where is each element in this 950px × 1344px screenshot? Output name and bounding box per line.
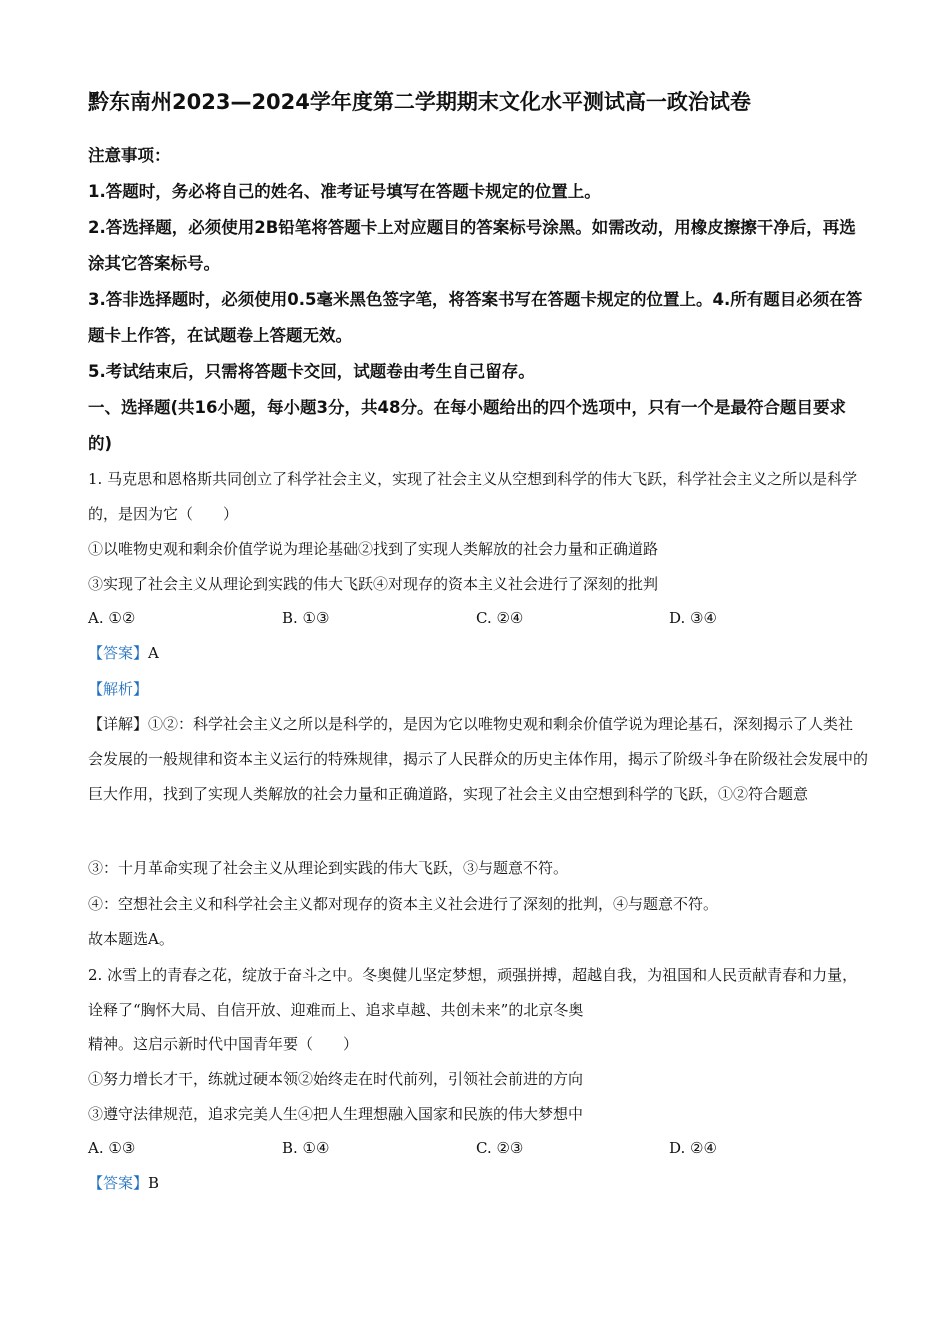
q2-stem-end: 精神。这启示新时代中国青年要（ ） [88, 1035, 359, 1053]
q2-options [88, 1131, 788, 1166]
q1-analysis [88, 672, 868, 707]
q1-detail-4: ④：空想社会主义和科学社会主义都对现存的资本主义社会进行了深刻的批判，④与题意不符。 [88, 895, 719, 913]
q2-statements-2: ③遵守法律规范，追求完美人生④把人生理想融入国家和民族的伟大梦想中 [88, 1105, 584, 1123]
q1-statements-2: ③实现了社会主义从理论到实践的伟大飞跃④对现存的资本主义社会进行了深刻的批判 [88, 575, 659, 593]
detail-text: ①②：科学社会主义之所以是科学的，是因为它以唯物史观和剩余价值学说为理论基石，深刻揭示了人类社会发展的一般规律和资本主义运行的特殊规律，揭示了人民群众的历史主体作用，揭示了阶级斗争在阶级社会发展中的巨大作用，找到了实现人类解放的社会力量和正确道路，实现了社会主义由空想到科学的飞跃，①②符合题意 [88, 715, 869, 803]
detail-tag: 【详解】 [88, 715, 149, 733]
q1-options [88, 601, 788, 636]
q1-option-b: B. ①③ [282, 609, 330, 627]
q1-option-c: C. ②④ [476, 609, 524, 627]
q1-conclusion: 故本题选A。 [88, 930, 174, 948]
q2-option-b: B. ①④ [282, 1139, 330, 1157]
answer-tag: 【答案】 [88, 1174, 149, 1192]
notice-item-5: 5.考试结束后，只需将答题卡交回，试题卷由考生自己留存。 [88, 362, 535, 381]
q1-detail-3: ③：十月革命实现了社会主义从理论到实践的伟大飞跃，③与题意不符。 [88, 859, 569, 877]
q2-option-a: A. ①③ [88, 1139, 136, 1157]
page-title: 黔东南州2023—2024学年度第二学期期末文化水平测试高一政治试卷 [88, 90, 751, 114]
section-heading: 一、选择题(共16小题，每小题3分，共48分。在每小题给出的四个选项中，只有一个是最符合题目要求的) [88, 398, 846, 453]
q1-option-a: A. ①② [88, 609, 136, 627]
q2-statements-1: ①努力增长才干，练就过硬本领②始终走在时代前列，引领社会前进的方向 [88, 1070, 584, 1088]
analysis-tag: 【解析】 [88, 680, 149, 698]
q2-answer [88, 1166, 868, 1201]
q2-stem: 2. 冰雪上的青春之花，绽放于奋斗之中。冬奥健儿坚定梦想，顽强拼搏，超越自我，为祖国和人民贡献青春和力量，诠释了“胸怀大局、自信开放、迎难而上、追求卓越、共创未来”的北京冬奥 [88, 966, 858, 1019]
q1-option-d: D. ③④ [669, 609, 717, 627]
answer-tag: 【答案】 [88, 644, 149, 662]
q1-stem: 1. 马克思和恩格斯共同创立了科学社会主义，实现了社会主义从空想到科学的伟大飞跃，科学社会主义之所以是科学的，是因为它（ ） [88, 470, 858, 523]
answer-value: B [148, 1174, 160, 1192]
q1-answer [88, 636, 868, 671]
q2-option-d: D. ②④ [669, 1139, 717, 1157]
notice-item-1: 1.答题时，务必将自己的姓名、准考证号填写在答题卡规定的位置上。 [88, 182, 601, 201]
q2-option-c: C. ②③ [476, 1139, 524, 1157]
q1-statements-1: ①以唯物史观和剩余价值学说为理论基础②找到了实现人类解放的社会力量和正确道路 [88, 540, 659, 558]
q1-detail [88, 707, 868, 812]
notice-item-3: 3.答非选择题时，必须使用0.5毫米黑色签字笔，将答案书写在答题卡规定的位置上。4.所有题目必须在答题卡上作答，在试题卷上答题无效。 [88, 290, 863, 345]
answer-value: A [148, 644, 159, 662]
notice-heading: 注意事项： [88, 146, 171, 165]
notice-item-2: 2.答选择题，必须使用2B铅笔将答题卡上对应题目的答案标号涂黑。如需改动，用橡皮擦擦干净后，再选涂其它答案标号。 [88, 218, 856, 273]
